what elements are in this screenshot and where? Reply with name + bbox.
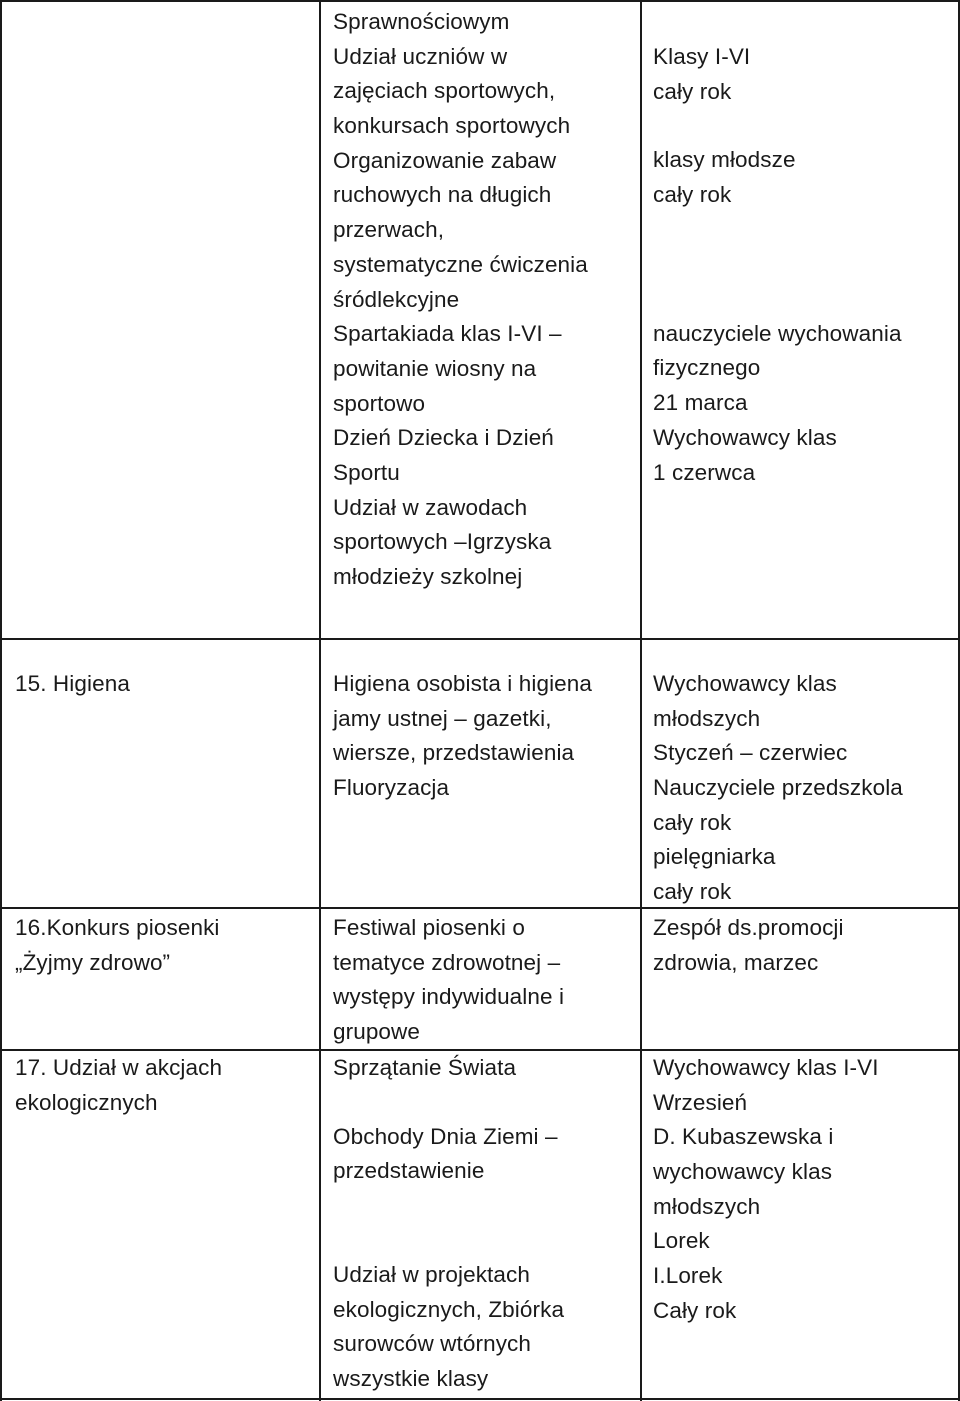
text-line: Wychowawcy klas xyxy=(653,671,837,696)
row-ecology-topic xyxy=(15,1051,222,1120)
text-line: Styczeń – czerwiec xyxy=(653,740,848,766)
row-hygiene-responsible xyxy=(653,667,903,910)
row-hygiene-topic xyxy=(15,667,130,702)
text-line: Festiwal piosenki o xyxy=(333,915,525,940)
text-line: 21 marca xyxy=(653,390,748,416)
row-sport-responsible xyxy=(653,40,902,490)
text-line: Zespół ds.promocji xyxy=(653,915,844,940)
text-line: śródlekcyjne xyxy=(333,286,460,312)
text-line: Lorek xyxy=(653,1228,710,1254)
text-line: sportowo xyxy=(333,390,426,416)
text-line: tematyce zdrowotnej – xyxy=(333,949,561,975)
text-line: zdrowia, marzec xyxy=(653,949,819,975)
text-line: młodzieży szkolnej xyxy=(333,564,523,589)
text-line: Nauczyciele przedszkola xyxy=(653,775,903,801)
text-line: młodszych xyxy=(653,1193,761,1219)
text-line: „Żyjmy zdrowo” xyxy=(15,949,171,975)
table-border-top xyxy=(0,0,960,2)
text-line: pielęgniarka xyxy=(653,844,776,870)
table-border-bottom xyxy=(0,1398,960,1400)
text-line: Udział w zawodach xyxy=(333,494,528,520)
text-line: Sportu xyxy=(333,459,400,485)
text-line: cały rok xyxy=(653,809,732,835)
row-ecology-responsible xyxy=(653,1051,879,1329)
text-line: Organizowanie zabaw xyxy=(333,147,557,173)
text-line: Wychowawcy klas I-VI xyxy=(653,1055,879,1080)
text-line: Higiena osobista i higiena xyxy=(333,671,593,696)
text-line: Dzień Dziecka i Dzień xyxy=(333,425,554,451)
text-line: konkursach sportowych xyxy=(333,113,571,139)
text-line: Klasy I-VI xyxy=(653,44,751,69)
text-line: przerwach, xyxy=(333,217,445,243)
text-line: 15. Higiena xyxy=(15,671,130,696)
text-line: Udział uczniów w xyxy=(333,43,508,69)
text-line: sportowych –Igrzyska xyxy=(333,529,552,555)
text-line: wszystkie klasy xyxy=(333,1366,489,1392)
text-line: klasy młodsze xyxy=(653,147,796,173)
text-line: zajęciach sportowych, xyxy=(333,78,556,104)
row-song-contest-activities xyxy=(333,911,564,1050)
text-line: D. Kubaszewska i xyxy=(653,1124,834,1150)
text-line: powitanie wiosny na xyxy=(333,355,537,381)
text-line: ekologicznych xyxy=(15,1089,158,1115)
text-line: jamy ustnej – gazetki, xyxy=(333,705,552,731)
row-hygiene-activities xyxy=(333,667,592,806)
text-line: występy indywidualne i xyxy=(333,984,565,1010)
row-divider-1 xyxy=(0,638,960,640)
text-line: cały rok xyxy=(653,78,732,104)
text-line: cały rok xyxy=(653,182,732,208)
text-line: Spartakiada klas I-VI – xyxy=(333,321,562,347)
text-line: nauczyciele wychowania xyxy=(653,320,902,346)
text-line: wychowawcy klas xyxy=(653,1159,833,1185)
text-line: systematyczne ćwiczenia xyxy=(333,251,588,277)
text-line: fizycznego xyxy=(653,355,761,381)
column-divider-2 xyxy=(640,0,642,1401)
text-line: 16.Konkurs piosenki xyxy=(15,915,220,940)
text-line: Udział w projektach xyxy=(333,1262,530,1288)
text-line: młodszych xyxy=(653,705,761,731)
row-song-contest-topic xyxy=(15,911,220,980)
text-line: ekologicznych, Zbiórka xyxy=(333,1296,565,1322)
text-line: ruchowych na długich xyxy=(333,182,552,208)
text-line: przedstawienie xyxy=(333,1158,485,1184)
text-line: Wychowawcy klas xyxy=(653,424,837,450)
text-line: wiersze, przedstawienia xyxy=(333,740,575,766)
row-sport-activities xyxy=(333,5,588,595)
table-border-left xyxy=(0,0,2,1401)
text-line: grupowe xyxy=(333,1019,421,1045)
text-line: surowców wtórnych xyxy=(333,1331,532,1357)
text-line: Wrzesień xyxy=(653,1089,748,1115)
row-ecology-activities xyxy=(333,1051,564,1397)
row-divider-2 xyxy=(0,907,960,909)
text-line: Sprzątanie Świata xyxy=(333,1055,517,1080)
row-song-contest-responsible xyxy=(653,911,844,980)
text-line: cały rok xyxy=(653,879,732,905)
text-line: Fluoryzacja xyxy=(333,775,450,801)
text-line: 17. Udział w akcjach xyxy=(15,1055,223,1080)
column-divider-1 xyxy=(319,0,321,1401)
text-line: Sprawnościowym xyxy=(333,9,510,34)
text-line: Cały rok xyxy=(653,1297,737,1323)
text-line: Obchody Dnia Ziemi – xyxy=(333,1123,558,1149)
text-line: 1 czerwca xyxy=(653,459,756,485)
text-line: I.Lorek xyxy=(653,1263,723,1289)
